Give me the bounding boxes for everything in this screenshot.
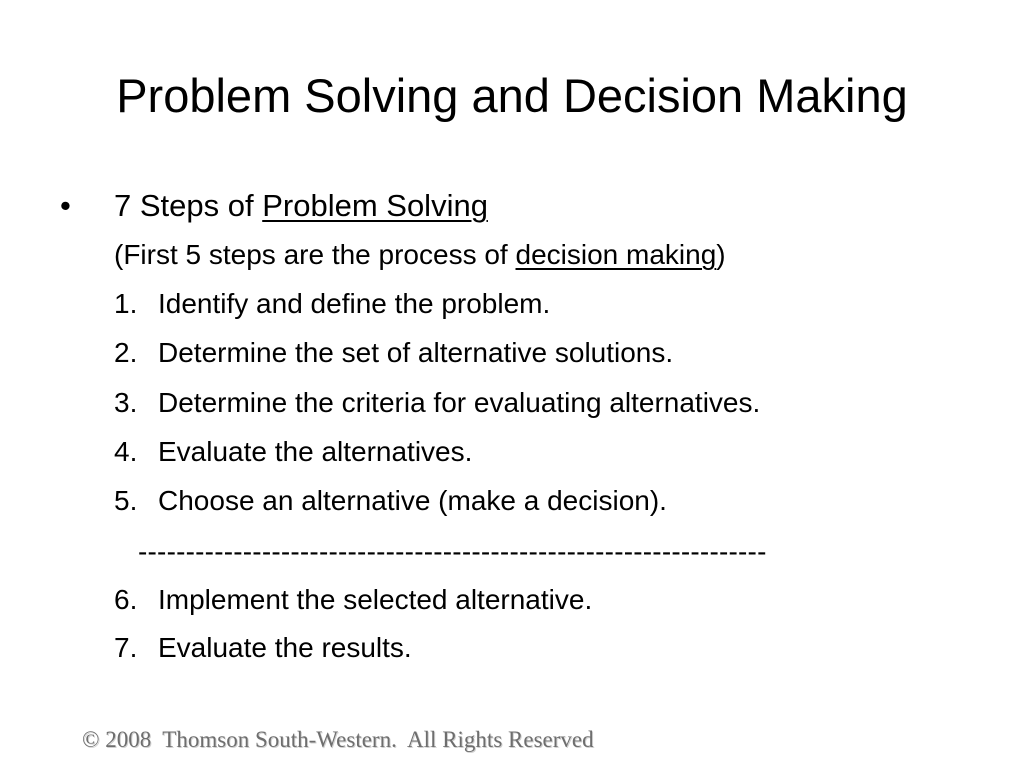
step-number: 5. — [114, 485, 138, 516]
decision-making-note — [114, 237, 726, 273]
note-suffix: ) — [716, 239, 726, 270]
step-text: Determine the criteria for evaluating alternatives. — [158, 387, 761, 418]
step-text: Identify and define the problem. — [158, 288, 551, 319]
step-text: Choose an alternative (make a decision). — [158, 485, 667, 516]
slide-title: Problem Solving and Decision Making — [116, 69, 908, 122]
bullet-prefix: 7 Steps of — [114, 188, 263, 223]
step-item — [114, 483, 667, 519]
step-item — [114, 286, 550, 322]
note-prefix: (First 5 steps are the process of — [114, 239, 516, 270]
step-item — [114, 582, 592, 618]
step-item — [114, 335, 673, 371]
problem-solving-underlined: Problem Solving — [262, 188, 488, 223]
step-number: 4. — [114, 436, 138, 467]
bullet-text — [114, 186, 488, 226]
step-text: Evaluate the results. — [158, 632, 412, 663]
step-text: Determine the set of alternative solutions. — [158, 337, 674, 368]
step-number: 3. — [114, 387, 138, 418]
step-number: 1. — [114, 288, 138, 319]
decision-making-underlined: decision making — [515, 239, 717, 270]
step-item — [114, 385, 760, 421]
step-item — [114, 434, 472, 470]
dashed-divider: ------------------------------------------------------------------ — [138, 536, 767, 567]
step-number: 2. — [114, 337, 138, 368]
bullet-marker: • — [60, 188, 71, 223]
step-item — [114, 630, 412, 666]
step-number: 7. — [114, 632, 138, 663]
copyright-notice: © 2008 Thomson South-Western. All Rights Reserved — [82, 727, 594, 752]
step-number: 6. — [114, 584, 138, 615]
step-text: Implement the selected alternative. — [158, 584, 593, 615]
step-text: Evaluate the alternatives. — [158, 436, 473, 467]
